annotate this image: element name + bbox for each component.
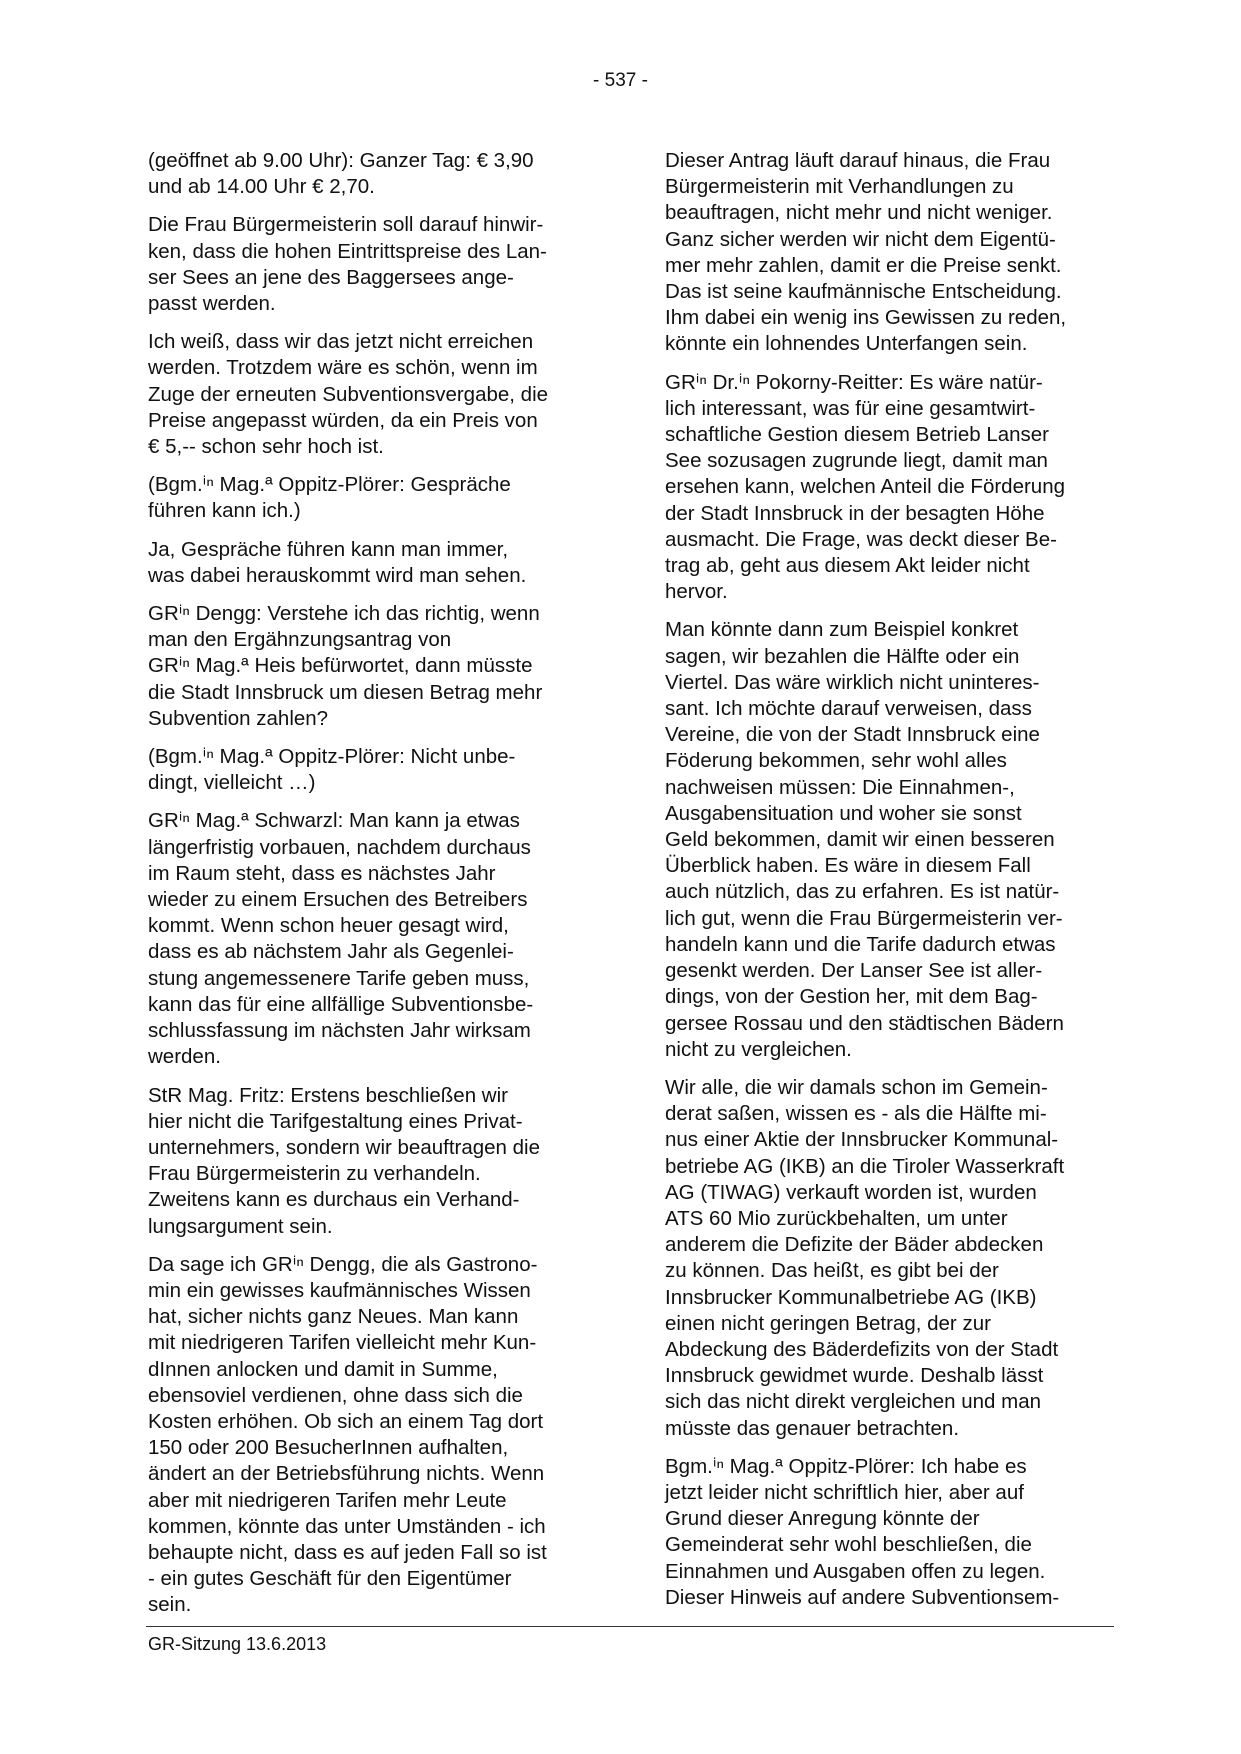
left-paragraph-2: Die Frau Bürgermeisterin soll darauf hinwir- ken, dass die hohen Eintrittspreise des Lan- ser Sees an jene des Baggersees ange- passt werden.: [148, 213, 547, 316]
right-paragraph-4: Wir alle, die wir damals schon im Gemein- derat saßen, wissen es - als die Hälfte mi- nus einer Aktie der Innsbrucker Kommunal- betriebe AG (IKB) an die Tiroler Wasserkraft AG (TIWAG) verkauft worden ist, wurden ATS 60 Mio zurückbehalten, um unter anderem die Defizite der Bäder abdecken zu können. Das heißt, es gibt bei der Innsbrucker Kommunalbetriebe AG (IKB) einen nicht geringen Betrag, der zur Abdeckung des Bäderdefizits von der Stadt Innsbruck gewidmet wurde. Deshalb lässt sich das nicht direkt vergleichen und man müsste das genauer betrachten.: [665, 1075, 1065, 1440]
right-paragraph-1: Dieser Antrag läuft darauf hinaus, die Frau Bürgermeisterin mit Verhandlungen zu beauftragen, nicht mehr und nicht weniger. Ganz sicher werden wir nicht dem Eigentü- mer mehr zahlen, damit er die Preise senkt. Das ist seine kaufmännische Entscheidung. Ihm dabei ein wenig ins Gewissen zu reden, könnte ein lohnendes Unterfangen sein.: [665, 149, 1067, 356]
left-paragraph-7: (Bgm.ⁱⁿ Mag.ª Oppitz-Plörer: Nicht unbe- dingt, vielleicht …): [148, 745, 516, 795]
right-paragraph-5: Bgm.ⁱⁿ Mag.ª Oppitz-Plörer: Ich habe es jetzt leider nicht schriftlich hier, aber auf Grund dieser Anregung könnte der Gemeinderat sehr wohl beschließen, die Einnahmen und Ausgaben offen zu legen. Dieser Hinweis auf andere Subventionsem-: [665, 1454, 1060, 1609]
left-paragraph-4: (Bgm.ⁱⁿ Mag.ª Oppitz-Plörer: Gespräche führen kann ich.): [148, 473, 511, 523]
footer-divider: [146, 1626, 1114, 1627]
left-paragraph-8: GRⁱⁿ Mag.ª Schwarzl: Man kann ja etwas längerfristig vorbauen, nachdem durchaus im Raum steht, dass es nächstes Jahr wieder zu einem Ersuchen des Betreibers kommt. Wenn schon heuer gesagt wird, dass es ab nächstem Jahr als Gegenlei- stung angemessenere Tarife geben muss, kann das für eine allfällige Subventionsbe- schlussfassung im nächsten Jahr wirksam werden.: [148, 809, 534, 1069]
right-paragraph-3: Man könnte dann zum Beispiel konkret sagen, wir bezahlen die Hälfte oder ein Viertel. Das wäre wirklich nicht uninteres- sant. Ich möchte darauf verweisen, dass Vereine, die von der Stadt Innsbruck eine Föderung bekommen, sehr wohl alles nachweisen müssen: Die Einnahmen-, Ausgabensituation und woher sie sonst Geld bekommen, damit wir einen besseren Überblick haben. Es wäre in diesem Fall auch nützlich, das zu erfahren. Es ist natür- lich gut, wenn die Frau Bürgermeisterin ver- handeln kann und die Tarife dadurch etwas gesenkt werden. Der Lanser See ist aller- dings, von der Gestion her, mit dem Bag- gersee Rossau und den städtischen Bädern nicht zu vergleichen.: [665, 618, 1064, 1061]
page-number: - 537 -: [593, 70, 648, 91]
left-paragraph-9: StR Mag. Fritz: Erstens beschließen wir hier nicht die Tarifgestaltung eines Privat- unternehmers, sondern wir beauftragen die Frau Bürgermeisterin zu verhandeln. Zweitens kann es durchaus ein Verhand- lungsargument sein.: [148, 1083, 541, 1238]
right-paragraph-2: GRⁱⁿ Dr.ⁱⁿ Pokorny-Reitter: Es wäre natür- lich interessant, was für eine gesamtwirt- schaftliche Gestion diesem Betrieb Lanser See sozusagen zugrunde liegt, damit man ersehen kann, welchen Anteil die Förderung der Stadt Innsbruck in der besagten Höhe ausmacht. Die Frage, was deckt dieser Be- trag ab, geht aus diesem Akt leider nicht hervor.: [665, 370, 1066, 604]
left-paragraph-5: Ja, Gespräche führen kann man immer, was dabei herauskommt wird man sehen.: [148, 537, 527, 587]
left-paragraph-6: GRⁱⁿ Dengg: Verstehe ich das richtig, wenn man den Ergähnzungsantrag von GRⁱⁿ Mag.ª Heis befürwortet, dann müsste die Stadt Innsbruck um diesen Betrag mehr Subvention zahlen?: [148, 602, 543, 730]
right-column: [665, 148, 1105, 1623]
left-paragraph-3: Ich weiß, dass wir das jetzt nicht erreichen werden. Trotzdem wäre es schön, wenn im Zuge der erneuten Subventionsvergabe, die Preise angepasst würden, da ein Preis von € 5,-- schon sehr hoch ist.: [148, 330, 549, 459]
left-paragraph-1: (geöffnet ab 9.00 Uhr): Ganzer Tag: € 3,90 und ab 14.00 Uhr € 2,70.: [148, 149, 534, 199]
left-column: [148, 148, 588, 1631]
footer-session-label: GR-Sitzung 13.6.2013: [148, 1634, 327, 1654]
left-paragraph-10: Da sage ich GRⁱⁿ Dengg, die als Gastrono- min ein gewisses kaufmännisches Wissen hat, sicher nichts ganz Neues. Man kann mit niedrigeren Tarifen vielleicht mehr Kun- dInnen anlocken und damit in Summe, ebensoviel verdienen, ohne dass sich die Kosten erhöhen. Ob sich an einem Tag dort 150 oder 200 BesucherInnen aufhalten, ändert an der Betriebsführung nichts. Wenn aber mit niedrigeren Tarifen mehr Leute kommen, könnte das unter Umständen - ich behaupte nicht, dass es auf jeden Fall so ist - ein gutes Geschäft für den Eigentümer sein.: [148, 1252, 547, 1617]
